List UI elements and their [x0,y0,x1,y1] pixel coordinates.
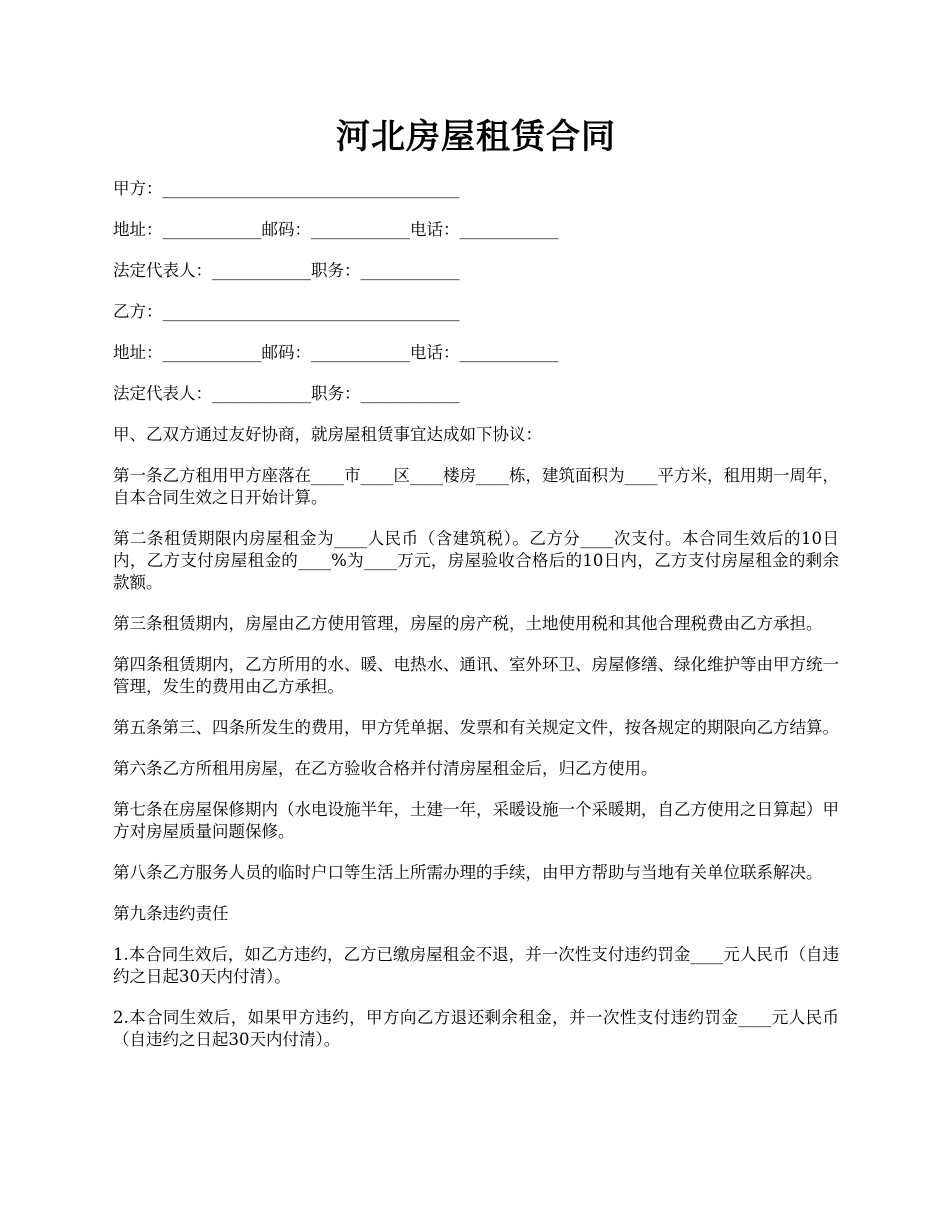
party-a-contact-line: 地址：____________邮码：____________电话：____________ [113,220,559,239]
article-2: 第二条租赁期限内房屋租金为____人民币（含建筑税）。乙方分____次支付。本合同生效后的10日内，乙方支付房屋租金的____%为____万元，房屋验收合格后的10日内，乙方支付房屋租金的剩余款额。 [113,529,839,592]
party-b-contact-line: 地址：____________邮码：____________电话：____________ [113,343,559,362]
article-4: 第四条租赁期内，乙方所用的水、暖、电热水、通讯、室外环卫、房屋修缮、绿化维护等由甲方统一管理，发生的费用由乙方承担。 [113,655,839,696]
article-9-heading: 第九条违约责任 [113,904,229,923]
article-1: 第一条乙方租用甲方座落在____市____区____楼房____栋，建筑面积为____平方米，租用期一周年，自本合同生效之日开始计算。 [113,466,839,507]
document-body [113,178,839,1070]
intro-paragraph: 甲、乙双方通过友好协商，就房屋租赁事宜达成如下协议： [113,425,542,444]
article-3: 第三条租赁期内，房屋由乙方使用管理，房屋的房产税，土地使用税和其他合理税费由乙方承担。 [113,614,823,633]
party-a-name-line: 甲方：____________________________________ [113,179,460,198]
article-9-clause-2: 2.本合同生效后，如果甲方违约，甲方向乙方退还剩余租金，并一次性支付违约罚金____元人民币（自违约之日起30天内付清）。 [113,1008,839,1049]
document-title: 河北房屋租赁合同 [336,117,616,157]
article-8: 第八条乙方服务人员的临时户口等生活上所需办理的手续，由甲方帮助与当地有关单位联系解决。 [113,863,823,882]
party-b-name-line: 乙方：____________________________________ [113,302,460,321]
article-7: 第七条在房屋保修期内（水电设施半年，土建一年，采暖设施一个采暖期，自乙方使用之日算起）甲方对房屋质量问题保修。 [113,800,839,841]
party-a-representative-line: 法定代表人：____________职务：____________ [113,261,460,280]
article-5: 第五条第三、四条所发生的费用，甲方凭单据、发票和有关规定文件，按各规定的期限向乙方结算。 [113,718,839,737]
article-9-clause-1: 1.本合同生效后，如乙方违约，乙方已缴房屋租金不退，并一次性支付违约罚金____元人民币（自违约之日起30天内付清）。 [113,945,839,986]
party-b-representative-line: 法定代表人：____________职务：____________ [113,384,460,403]
article-6: 第六条乙方所租用房屋，在乙方验收合格并付清房屋租金后，归乙方使用。 [113,759,658,778]
